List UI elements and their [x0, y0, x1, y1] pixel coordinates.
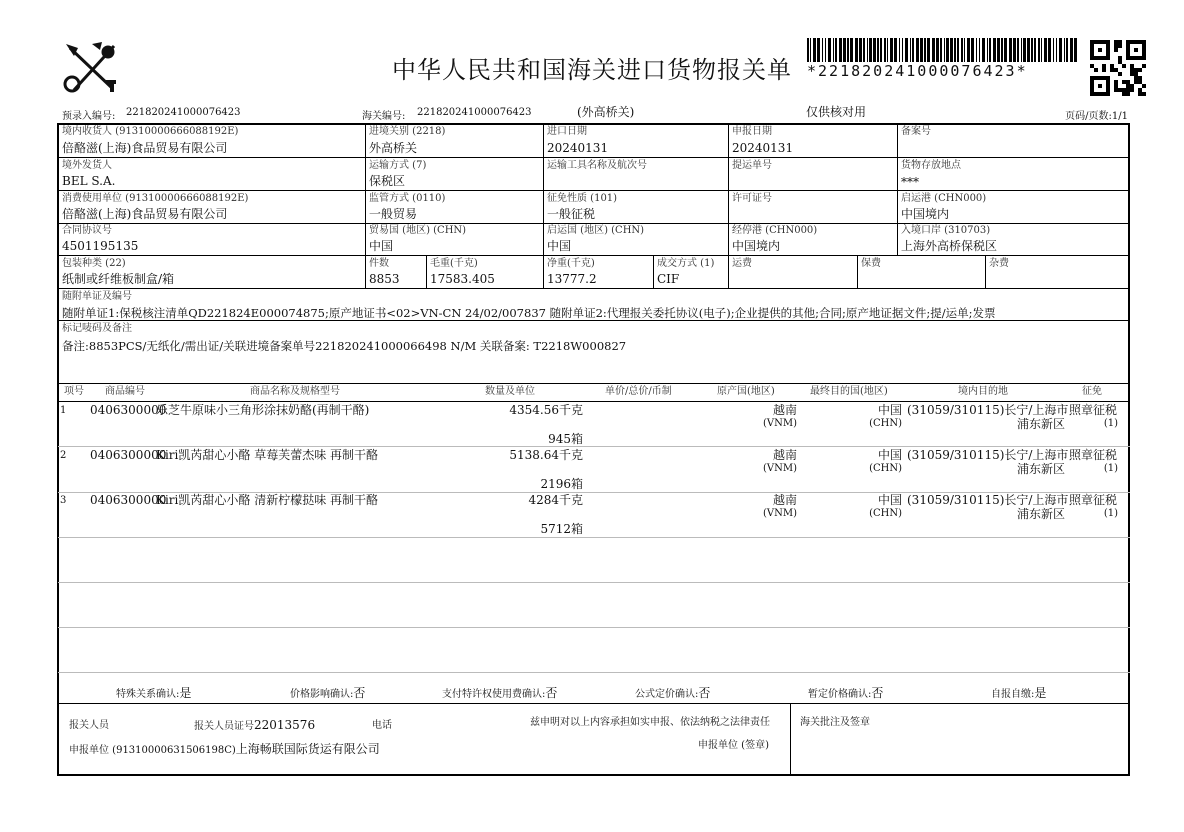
- license-label: 许可证号: [732, 193, 772, 204]
- transport-value: 保税区: [369, 174, 406, 188]
- import-date-value: 20240131: [547, 141, 609, 155]
- formula-price-label: 公式定价确认:: [635, 689, 699, 700]
- marks-label: 标记唛码及备注: [62, 323, 132, 334]
- self-declare-value: 是: [1034, 686, 1047, 700]
- item-origin: 越南: [772, 493, 797, 507]
- formula-price-confirm: [635, 682, 710, 701]
- declarant-label: 报关人员: [69, 720, 109, 731]
- contract-value: 4501195135: [62, 239, 139, 253]
- docs-label: 随附单证及编号: [62, 291, 132, 302]
- item-dest: 中国: [877, 403, 902, 417]
- marks-value: 备注:8853PCS/无纸化/需出证/关联进境备案单号221820241000066498 N/M 关联备案: T2218W000827: [62, 339, 627, 353]
- declare-unit: [69, 738, 380, 757]
- self-declare-confirm: [991, 682, 1046, 701]
- legal-statement: 兹申明对以上内容承担如实申报、依法纳税之法律责任: [530, 717, 770, 728]
- declarant-no-label: 报关人员证号: [194, 721, 254, 732]
- package-value: 纸制或纤维板制盒/箱: [62, 272, 175, 286]
- customs-emblem-icon: [62, 40, 124, 96]
- consignee-value: 倍酪滋(上海)食品贸易有限公司: [62, 141, 228, 155]
- for-check-label: 仅供核对用: [806, 105, 867, 119]
- royalty-confirm: [442, 682, 557, 701]
- temp-price-confirm: [808, 682, 883, 701]
- barcode-text: *221820241000076423*: [807, 62, 1028, 80]
- col-product-name: 商品名称及规格型号: [250, 386, 340, 397]
- gross-weight-value: 17583.405: [430, 272, 495, 286]
- pieces-value: 8853: [369, 272, 400, 286]
- customs-office: (外高桥关): [577, 105, 635, 119]
- customs-note-label: 海关批注及签章: [800, 717, 870, 728]
- deal-mode-value: CIF: [657, 272, 680, 286]
- item-no: 3: [60, 495, 67, 506]
- levy-nature-value: 一般征税: [547, 207, 596, 221]
- declarant-no: [194, 714, 315, 733]
- col-levy: 征免: [1082, 386, 1102, 397]
- temp-price-label: 暂定价格确认:: [808, 689, 872, 700]
- item-levy: 照章征税: [1069, 403, 1118, 417]
- declare-unit-value: 上海畅联国际货运有限公司: [235, 742, 380, 756]
- insurance-label: 保费: [861, 258, 881, 269]
- item-levy: 照章征税: [1069, 448, 1118, 462]
- phone-label: 电话: [372, 720, 392, 731]
- record-no-label: 备案号: [901, 126, 931, 137]
- item-name: Kiri凯芮甜心小酪 清新柠檬挞味 再制干酪: [156, 493, 379, 507]
- col-origin: 原产国(地区): [717, 386, 775, 397]
- docs-value: 随附单证1:保税核注清单QD221824E000074875;原产地证书<02>VN-CN 24/02/007837 随附单证2:代理报关委托协议(电子);企业提供的其他;合同;原产地证据文件;提/运单;发票: [62, 306, 996, 320]
- item-name: 乐芝牛原味小三角形涂抹奶酪(再制干酪): [156, 403, 370, 417]
- qr-code-icon: [1090, 40, 1146, 96]
- item-domestic: (31059/310115)长宁/上海市: [907, 403, 1069, 417]
- misc-fee-label: 杂费: [989, 258, 1009, 269]
- temp-price-value: 否: [871, 686, 884, 700]
- package-label: 包装种类 (22): [62, 258, 126, 269]
- item-domestic: (31059/310115)长宁/上海市: [907, 448, 1069, 462]
- customs-no: 221820241000076423: [417, 107, 532, 118]
- item-domestic: (31059/310115)长宁/上海市: [907, 493, 1069, 507]
- col-price: 单价/总价/币制: [605, 386, 672, 397]
- col-final-dest: 最终目的国(地区): [810, 386, 888, 397]
- item-dest: 中国: [877, 493, 902, 507]
- item-code: 0406300000: [90, 448, 167, 462]
- trade-country-value: 中国: [369, 239, 394, 253]
- deal-mode-label: 成交方式 (1): [657, 258, 715, 269]
- declare-unit-label: 申报单位 (91310000631506198C): [69, 745, 236, 756]
- page-indicator: 页码/页数:1/1: [1065, 111, 1128, 122]
- entry-place-label: 入境口岸 (310703): [901, 225, 991, 236]
- item-dest-code: (CHN): [869, 418, 902, 429]
- page-title: 中华人民共和国海关进口货物报关单: [392, 56, 792, 84]
- declare-unit-seal: 申报单位 (签章): [698, 740, 769, 751]
- storage-value: ***: [901, 175, 919, 189]
- entry-port-label: 进境关别 (2218): [369, 126, 446, 137]
- item-levy: 照章征税: [1069, 493, 1118, 507]
- origin-country-value: 中国: [547, 239, 572, 253]
- item-origin-code: (VNM): [762, 463, 797, 474]
- item-origin-code: (VNM): [762, 418, 797, 429]
- price-impact-label: 价格影响确认:: [290, 689, 354, 700]
- depart-port-label: 启运港 (CHN000): [901, 193, 987, 204]
- vessel-label: 运输工具名称及航次号: [547, 160, 647, 171]
- royalty-label: 支付特许权使用费确认:: [442, 689, 546, 700]
- consignee-label: 境内收货人 (91310000666088192E): [62, 126, 239, 137]
- declare-date-label: 申报日期: [732, 126, 772, 137]
- col-quantity: 数量及单位: [485, 386, 535, 397]
- transport-label: 运输方式 (7): [369, 160, 427, 171]
- via-port-value: 中国境内: [732, 239, 781, 253]
- item-code: 0406300000: [90, 403, 167, 417]
- contract-label: 合同协议号: [62, 225, 112, 236]
- entry-place-value: 上海外高桥保税区: [901, 239, 998, 253]
- via-port-label: 经停港 (CHN000): [732, 225, 818, 236]
- barcode-icon: [807, 38, 1077, 64]
- col-item-no: 项号: [64, 386, 84, 397]
- levy-nature-label: 征免性质 (101): [547, 193, 618, 204]
- gross-weight-label: 毛重(千克): [430, 258, 478, 269]
- net-weight-label: 净重(千克): [547, 258, 595, 269]
- freight-label: 运费: [732, 258, 752, 269]
- user-unit-value: 倍酪滋(上海)食品贸易有限公司: [62, 207, 228, 221]
- item-domestic-district: 浦东新区: [1016, 417, 1065, 431]
- item-qty: 4354.56千克: [509, 403, 583, 417]
- special-relation-confirm: [116, 682, 191, 701]
- item-qty-boxes: 945箱: [548, 432, 583, 446]
- shipper-value: BEL S.A.: [62, 174, 116, 188]
- col-domestic-dest: 境内目的地: [958, 386, 1008, 397]
- item-domestic-district: 浦东新区: [1016, 507, 1065, 521]
- supervision-value: 一般贸易: [369, 207, 418, 221]
- storage-label: 货物存放地点: [901, 160, 961, 171]
- shipper-label: 境外发货人: [62, 160, 112, 171]
- col-hs-code: 商品编号: [105, 386, 145, 397]
- item-levy-code: (1): [1103, 508, 1118, 519]
- item-qty: 5138.64千克: [509, 448, 583, 462]
- declarant-no-value: 22013576: [254, 718, 316, 732]
- declare-date-value: 20240131: [732, 141, 794, 155]
- origin-country-label: 启运国 (地区) (CHN): [547, 225, 645, 236]
- user-unit-label: 消费使用单位 (91310000666088192E): [62, 193, 249, 204]
- item-levy-code: (1): [1103, 463, 1118, 474]
- item-origin: 越南: [772, 403, 797, 417]
- royalty-value: 否: [545, 686, 558, 700]
- price-impact-value: 否: [353, 686, 366, 700]
- item-qty-boxes: 5712箱: [540, 522, 583, 536]
- import-date-label: 进口日期: [547, 126, 587, 137]
- item-no: 1: [60, 405, 67, 416]
- customs-no-label: 海关编号:: [362, 111, 406, 122]
- item-dest-code: (CHN): [869, 463, 902, 474]
- net-weight-value: 13777.2: [547, 272, 597, 286]
- item-dest: 中国: [877, 448, 902, 462]
- item-levy-code: (1): [1103, 418, 1118, 429]
- item-dest-code: (CHN): [869, 508, 902, 519]
- item-name: Kiri凯芮甜心小酪 草莓芙蕾杰味 再制干酪: [156, 448, 379, 462]
- entry-port-value: 外高桥关: [369, 141, 418, 155]
- special-relation-label: 特殊关系确认:: [116, 689, 180, 700]
- item-code: 0406300000: [90, 493, 167, 507]
- formula-price-value: 否: [698, 686, 711, 700]
- supervision-label: 监管方式 (0110): [369, 193, 446, 204]
- pieces-label: 件数: [369, 258, 389, 269]
- pre-entry-no: 221820241000076423: [126, 107, 241, 118]
- item-qty: 4284千克: [528, 493, 583, 507]
- special-relation-value: 是: [179, 686, 192, 700]
- item-no: 2: [60, 450, 67, 461]
- trade-country-label: 贸易国 (地区) (CHN): [369, 225, 467, 236]
- item-domestic-district: 浦东新区: [1016, 462, 1065, 476]
- item-qty-boxes: 2196箱: [540, 477, 583, 491]
- item-origin: 越南: [772, 448, 797, 462]
- pre-entry-label: 预录入编号:: [62, 111, 116, 122]
- self-declare-label: 自报自缴:: [991, 689, 1035, 700]
- price-impact-confirm: [290, 682, 365, 701]
- depart-port-value: 中国境内: [901, 207, 950, 221]
- bl-label: 提运单号: [732, 160, 772, 171]
- item-origin-code: (VNM): [762, 508, 797, 519]
